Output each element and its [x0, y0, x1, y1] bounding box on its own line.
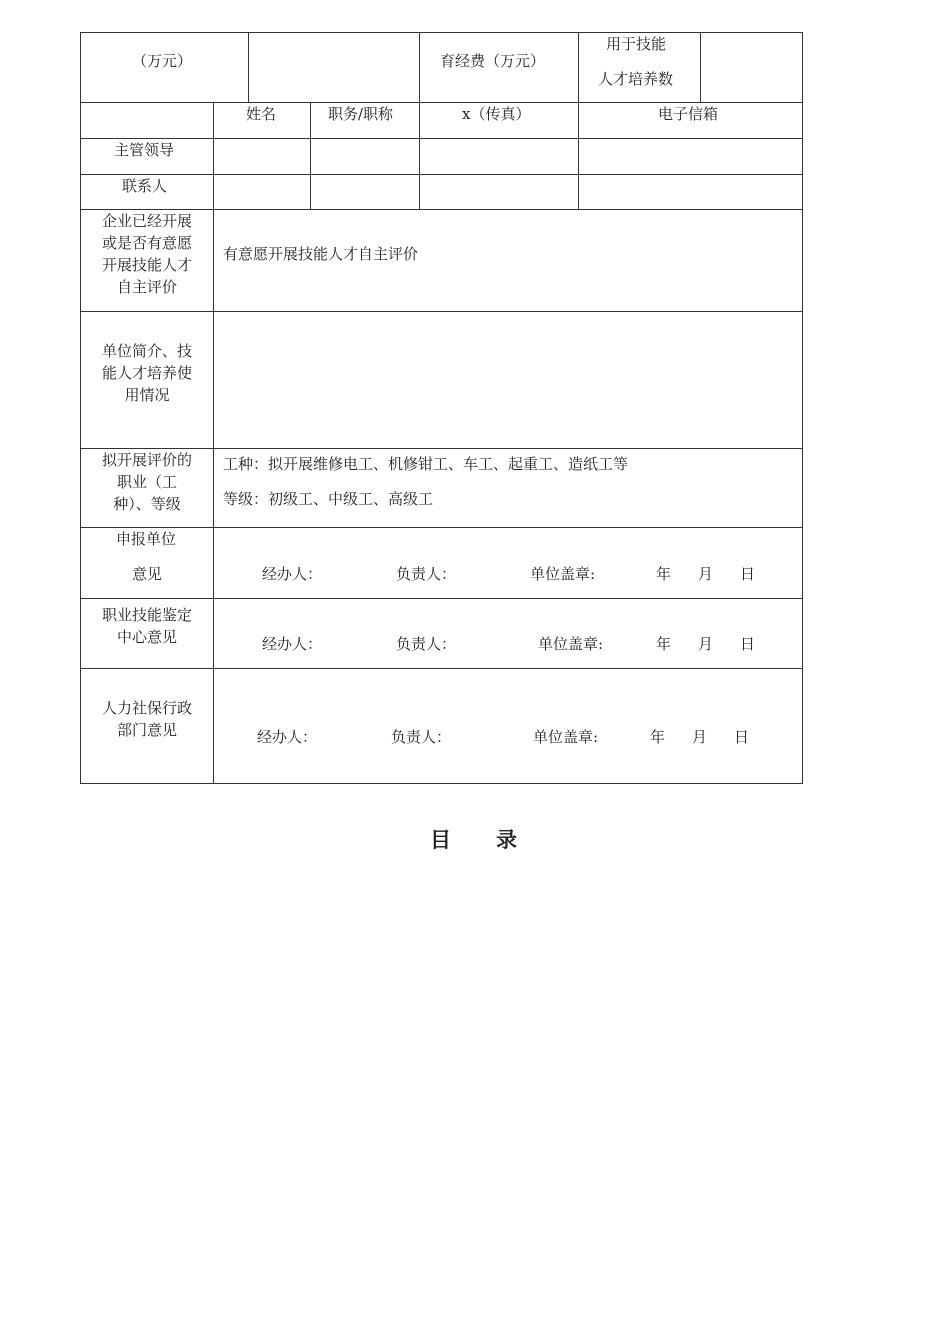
table-of-contents-title — [430, 824, 518, 854]
contact-fax-cell[interactable] — [421, 176, 577, 208]
hr-dept-month-label: 月 — [692, 728, 708, 746]
appraisal-handler-label: 经办人： — [262, 635, 323, 653]
hr-dept-seal-label: 单位盖章: — [533, 728, 599, 746]
header-title: 职务/职称 — [328, 105, 394, 123]
table-rule — [80, 174, 803, 175]
leader-title-cell[interactable] — [312, 140, 418, 172]
table-border-top — [80, 32, 803, 33]
hr-dept-year-label: 年 — [650, 728, 666, 746]
intro-label-line: 能人才培养使 — [101, 364, 192, 382]
occupation-label-line: 种）、等级 — [113, 495, 181, 513]
evaluation-label-line: 自主评价 — [116, 278, 177, 296]
applicant-day-label: 日 — [740, 565, 756, 583]
leader-label: 主管领导 — [114, 141, 175, 159]
occupation-label-line: 拟开展评价的 — [101, 451, 192, 469]
hr-dept-handler-label: 经办人： — [257, 728, 318, 746]
leader-name-cell[interactable] — [215, 140, 309, 172]
evaluation-label-line: 开展技能人才 — [101, 256, 192, 274]
unit-value-cell[interactable] — [250, 34, 418, 100]
unit-label: （万元） — [132, 52, 193, 70]
table-border-right — [802, 32, 803, 784]
training-fee-label: 育经费（万元） — [440, 52, 546, 70]
hr-dept-opinion-label-line: 部门意见 — [116, 721, 177, 739]
training-count-label-line1: 用于技能 — [606, 35, 667, 53]
appraisal-responsible-label: 负责人： — [396, 635, 457, 653]
appraisal-year-label: 年 — [656, 635, 672, 653]
hr-dept-opinion-label — [80, 697, 214, 741]
table-rule — [700, 32, 701, 102]
appraisal-opinion-label — [80, 604, 214, 648]
appraisal-seal-label: 单位盖章: — [538, 635, 604, 653]
table-rule — [80, 527, 803, 528]
contact-email-cell[interactable] — [580, 176, 800, 208]
leader-email-cell[interactable] — [580, 140, 800, 172]
applicant-seal-label: 单位盖章: — [530, 565, 596, 583]
toc-title-char: 目 — [430, 828, 452, 852]
intro-label — [80, 340, 214, 406]
toc-title-char: 录 — [496, 828, 518, 852]
table-rule — [310, 102, 311, 209]
evaluation-label-line: 或是否有意愿 — [101, 234, 192, 252]
evaluation-label-line: 企业已经开展 — [101, 212, 192, 230]
appraisal-opinion-label-line: 职业技能鉴定 — [101, 606, 192, 624]
contact-title-cell[interactable] — [312, 176, 418, 208]
header-email: 电子信箱 — [658, 105, 719, 123]
appraisal-day-label: 日 — [740, 635, 756, 653]
applicant-responsible-label: 负责人： — [396, 565, 457, 583]
table-rule — [80, 668, 803, 669]
hr-dept-responsible-label: 负责人： — [391, 728, 452, 746]
application-form-table — [80, 32, 803, 784]
applicant-year-label: 年 — [656, 565, 672, 583]
occupation-label-line: 职业（工 — [116, 473, 177, 491]
table-rule — [80, 311, 803, 312]
table-rule — [213, 102, 214, 784]
table-rule — [248, 32, 249, 102]
intro-label-line: 单位简介、技 — [101, 342, 192, 360]
table-rule — [80, 598, 803, 599]
applicant-opinion-label-line1: 申报单位 — [116, 530, 177, 548]
occupation-label — [80, 449, 214, 515]
applicant-opinion-label-line2: 意见 — [132, 565, 163, 583]
table-border-bottom — [80, 783, 803, 784]
table-rule — [419, 32, 420, 209]
applicant-month-label: 月 — [698, 565, 714, 583]
table-rule — [80, 138, 803, 139]
header-name: 姓名 — [246, 105, 277, 123]
evaluation-label — [80, 210, 214, 298]
applicant-handler-label: 经办人： — [262, 565, 323, 583]
training-count-label-line2: 人才培养数 — [598, 70, 674, 88]
hr-dept-day-label: 日 — [734, 728, 750, 746]
contact-label: 联系人 — [122, 177, 168, 195]
table-rule — [578, 32, 579, 209]
hr-dept-opinion-label-line: 人力社保行政 — [101, 699, 192, 717]
appraisal-opinion-label-line: 中心意见 — [116, 628, 177, 646]
occupation-trade-line[interactable]: 工种：拟开展维修电工、机修钳工、车工、起重工、造纸工等 — [223, 455, 629, 473]
table-rule — [80, 102, 803, 103]
evaluation-value[interactable]: 有意愿开展技能人才自主评价 — [223, 245, 419, 263]
occupation-level-line[interactable]: 等级：初级工、中级工、高级工 — [223, 490, 434, 508]
intro-label-line: 用情况 — [124, 386, 170, 404]
header-fax: x（传真） — [462, 105, 531, 123]
contact-name-cell[interactable] — [215, 176, 309, 208]
appraisal-month-label: 月 — [698, 635, 714, 653]
training-count-value-cell[interactable] — [702, 34, 800, 100]
table-border-left — [80, 32, 81, 784]
intro-value-cell[interactable] — [215, 313, 800, 446]
leader-fax-cell[interactable] — [421, 140, 577, 172]
